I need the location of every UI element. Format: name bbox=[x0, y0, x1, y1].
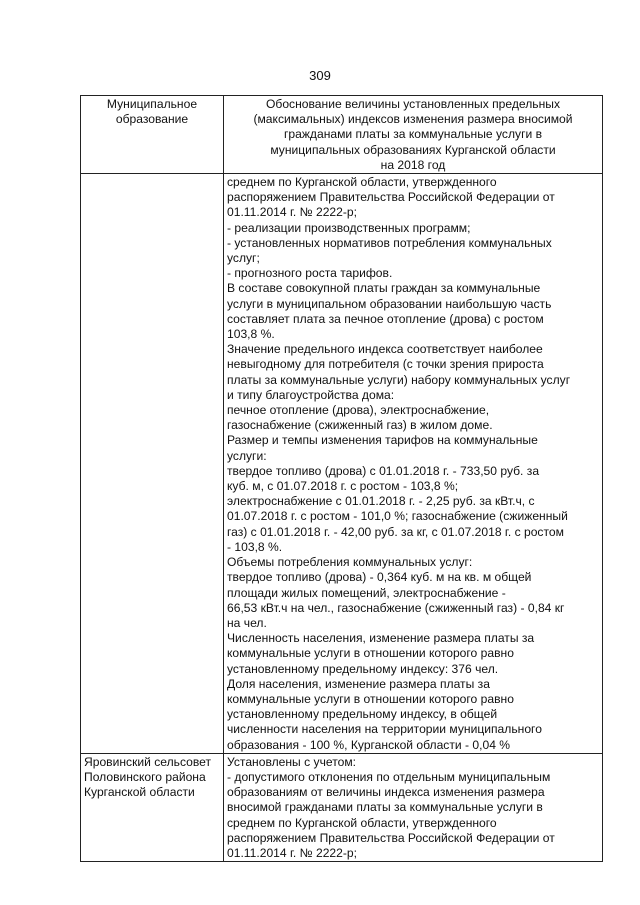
justification-line: коммунальные услуги в отношении которого равно bbox=[227, 646, 514, 661]
justification-line: электроснабжение с 01.01.2018 г. - 2,25 руб. за кВт.ч, с bbox=[227, 494, 535, 509]
justification-line: установленному предельному индексу, в общей bbox=[227, 707, 498, 722]
municipality-name-line: Половинского района bbox=[84, 769, 206, 784]
page-number: 309 bbox=[309, 68, 331, 83]
justification-line: распоряжением Правительства Российской Федерации от bbox=[227, 830, 555, 845]
header-justification bbox=[224, 96, 603, 174]
justification-line: услуги: bbox=[227, 448, 267, 463]
justification-line: твердое топливо (дрова) с 01.01.2018 г. - 733,50 руб. за bbox=[227, 463, 540, 478]
justification-line: Численность населения, изменение размера платы за bbox=[227, 631, 535, 646]
justification-line: - допустимого отклонения по отдельным муниципальным bbox=[227, 769, 551, 784]
table-header-row bbox=[81, 96, 603, 174]
justification-line: услуги в муниципальном образовании наибольшую часть bbox=[227, 296, 552, 311]
justification-line: твердое топливо (дрова) - 0,364 куб. м на кв. м общей bbox=[227, 570, 532, 585]
header-line: на 2018 год bbox=[380, 157, 446, 172]
municipality-cell bbox=[81, 174, 224, 754]
justification-line: и типу благоустройства дома: bbox=[227, 387, 395, 402]
justification-line: - 103,8 %. bbox=[227, 539, 283, 554]
justification-line: распоряжением Правительства Российской Федерации от bbox=[227, 190, 555, 205]
justification-line: куб. м, с 01.07.2018 г. с ростом - 103,8 %; bbox=[227, 479, 459, 494]
header-municipality bbox=[81, 96, 224, 174]
justification-line: на чел. bbox=[227, 615, 267, 630]
justification-line: - установленных нормативов потребления коммунальных bbox=[227, 235, 552, 250]
justification-line: Значение предельного индекса соответствует наиболее bbox=[227, 342, 543, 357]
justification-line: численности населения на территории муниципального bbox=[227, 722, 542, 737]
justification-line: 01.11.2014 г. № 2222-р; bbox=[227, 845, 357, 860]
municipality-cell bbox=[81, 753, 224, 861]
justification-cell bbox=[224, 174, 603, 754]
justification-line: печное отопление (дрова), электроснабжение, bbox=[227, 403, 490, 418]
municipality-name-line: Курганской области bbox=[84, 785, 195, 800]
justification-line: коммунальные услуги в отношении которого равно bbox=[227, 691, 514, 706]
justification-line: 66,53 кВт.ч на чел., газоснабжение (сжиженный газ) - 0,84 кг bbox=[227, 600, 565, 615]
justification-line: газ) с 01.01.2018 г. - 42,00 руб. за кг, с 01.07.2018 г. с ростом bbox=[227, 524, 564, 539]
justification-line: составляет плата за печное отопление (дрова) с ростом bbox=[227, 311, 544, 326]
justification-line: Размер и темпы изменения тарифов на коммунальные bbox=[227, 433, 538, 448]
table-row bbox=[81, 174, 603, 754]
tariff-table bbox=[80, 95, 603, 862]
justification-line: образования - 100 %, Курганской области - 0,04 % bbox=[227, 737, 511, 752]
justification-line: площади жилых помещений, электроснабжение - bbox=[227, 585, 506, 600]
header-line: муниципальных образованиях Курганской области bbox=[270, 142, 556, 157]
justification-line: 103,8 %. bbox=[227, 327, 275, 342]
justification-line: - реализации производственных программ; bbox=[227, 220, 471, 235]
justification-line: установленному предельному индексу: 376 чел. bbox=[227, 661, 499, 676]
justification-line: Установлены с учетом: bbox=[227, 754, 356, 769]
justification-line: среднем по Курганской области, утвержденного bbox=[227, 815, 497, 830]
justification-line: Доля населения, изменение размера платы за bbox=[227, 676, 490, 691]
header-line: образование bbox=[115, 112, 189, 127]
header-line: (максимальных) индексов изменения размера вносимой bbox=[253, 112, 573, 127]
justification-line: невыгодному для потребителя (с точки зрения прироста bbox=[227, 357, 544, 372]
justification-line: услуг; bbox=[227, 251, 260, 266]
header-line: Муниципальное bbox=[106, 97, 198, 111]
justification-line: В составе совокупной платы граждан за коммунальные bbox=[227, 281, 541, 296]
justification-line: вносимой гражданами платы за коммунальные услуги в bbox=[227, 800, 543, 815]
municipality-name-line: Яровинский сельсовет bbox=[84, 754, 212, 769]
justification-cell bbox=[224, 753, 603, 861]
justification-line: образованиям от величины индекса изменения размера bbox=[227, 785, 545, 800]
justification-line: газоснабжение (сжиженный газ) в жилом доме. bbox=[227, 418, 493, 433]
table-row bbox=[81, 753, 603, 861]
justification-line: платы за коммунальные услуги) набору коммунальных услуг bbox=[227, 372, 571, 387]
justification-line: среднем по Курганской области, утвержденного bbox=[227, 175, 497, 190]
justification-line: 01.07.2018 г. с ростом - 101,0 %; газоснабжение (сжиженный bbox=[227, 509, 568, 524]
header-line: гражданами платы за коммунальные услуги в bbox=[283, 127, 543, 142]
header-line: Обоснование величины установленных предельных bbox=[265, 97, 561, 111]
justification-line: 01.11.2014 г. № 2222-р; bbox=[227, 205, 357, 220]
justification-line: Объемы потребления коммунальных услуг: bbox=[227, 555, 473, 570]
justification-line: - прогнозного роста тарифов. bbox=[227, 266, 393, 281]
